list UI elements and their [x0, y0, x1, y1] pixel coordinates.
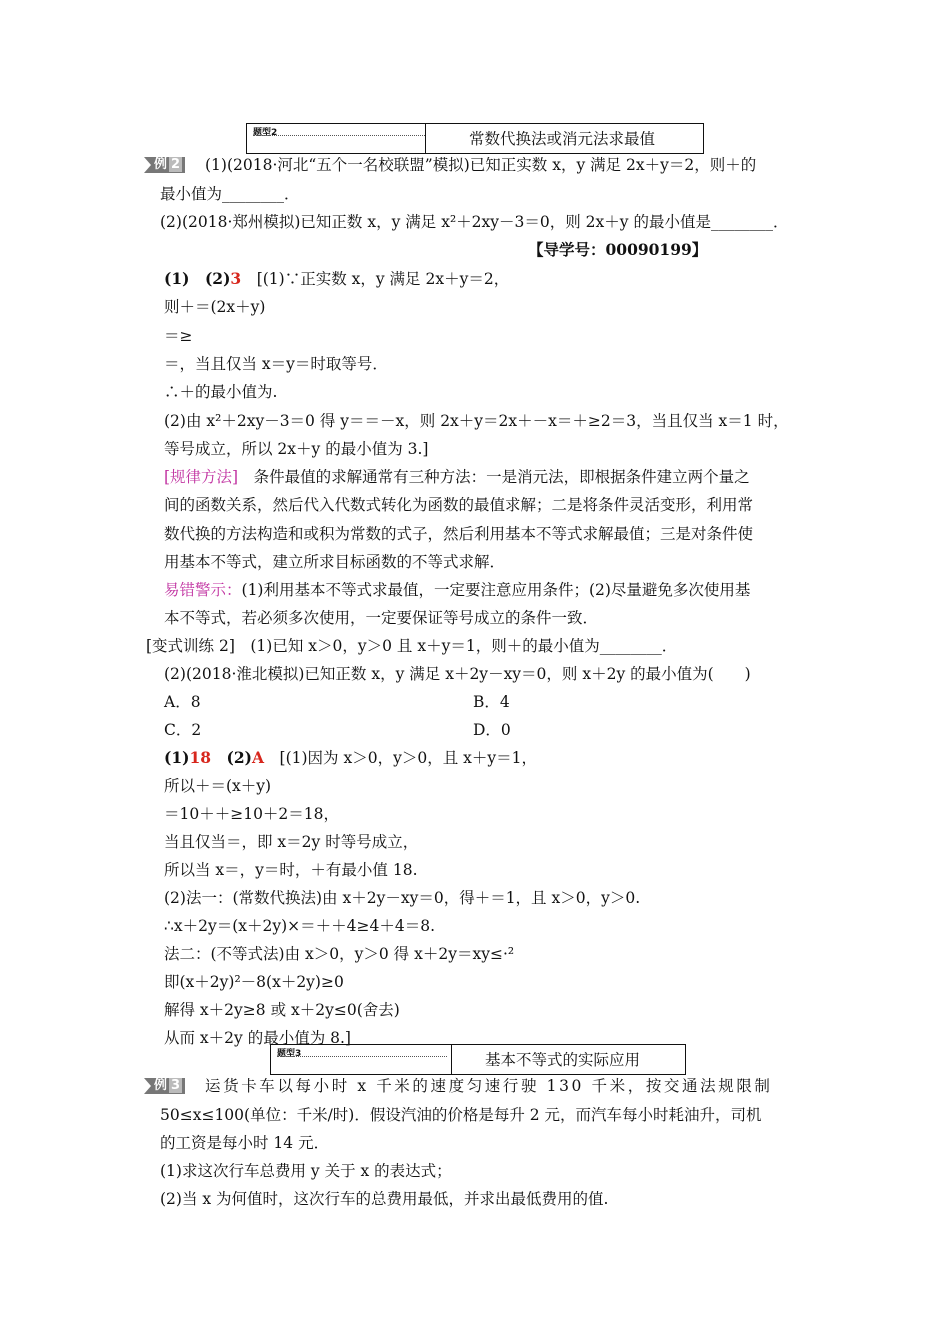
- ex2-solution-6: 等号成立，所以 2x＋y 的最小值为 3.]: [164, 440, 429, 458]
- option-a: A．8: [164, 693, 201, 711]
- ex2-solution-5: (2)由 x²＋2xy－3＝0 得 y＝＝－x，则 2x＋y＝2x＋－x＝＋≥2＝3，当且仅当 x＝1 时，: [164, 412, 789, 430]
- answer-1-value: 18: [189, 748, 212, 767]
- rule-line-3: 数代换的方法构造和或积为常数的式子，然后利用基本不等式求解最值；三是对条件使: [164, 525, 754, 543]
- warn-label: 易错警示：: [164, 581, 242, 599]
- ex3-line-1: 运货卡车以每小时 x 千米的速度匀速行驶 130 千米，按交通法规限制: [205, 1077, 773, 1095]
- example-badge: [144, 1078, 185, 1094]
- dotted-rule: [277, 1056, 447, 1057]
- example-label: 例: [154, 1078, 168, 1093]
- ex3-line-5: (2)当 x 为何值时，这次行车的总费用最低，并求出最低费用的值.: [160, 1190, 609, 1208]
- ex2-line-2: 最小值为________．: [160, 185, 300, 203]
- example-label: 例: [154, 157, 168, 172]
- drill-line-1: [变式训练 2] (1)已知 x＞0，y＞0 且 x＋y＝1，则＋的最小值为________．: [146, 637, 678, 655]
- drill-solution-9: 解得 x＋2y≥8 或 x＋2y≤0(舍去): [164, 1001, 400, 1019]
- ex2-answer-line: [164, 269, 509, 289]
- ex3-line-3: 的工资是每小时 14 元．: [160, 1134, 330, 1152]
- ex3-line-2: 50≤x≤100(单位：千米/时)．假设汽油的价格是每升 2 元，而汽车每小时耗油升，司机: [160, 1106, 762, 1124]
- rule-text: 条件最值的求解通常有三种方法：一是消元法，即根据条件建立两个量之: [238, 468, 750, 486]
- option-c: C．2: [164, 721, 202, 739]
- rule-line-4: 用基本不等式，建立所求目标函数的不等式求解．: [164, 553, 506, 571]
- drill-line-2: (2)(2018·淮北模拟)已知正数 x，y 满足 x＋2y－xy＝0，则 x＋2y 的最小值为( ): [164, 665, 751, 683]
- answer-2-label: (2): [226, 748, 252, 767]
- rule-line-2: 间的函数关系，然后代入代数式转化为函数的最值求解；二是将条件灵活变形，利用常: [164, 496, 754, 514]
- section-title: 基本不等式的实际应用: [485, 1051, 641, 1069]
- example-number: 3: [171, 1078, 181, 1093]
- section-header-2: [246, 123, 704, 154]
- ex3-line-4: (1)求这次行车总费用 y 关于 x 的表达式；: [160, 1162, 452, 1180]
- drill-solution-10: 从而 x＋2y 的最小值为 8.]: [164, 1029, 351, 1047]
- option-b: B．4: [473, 693, 510, 711]
- guide-number: 【导学号：00090199】: [528, 240, 708, 259]
- divider: [451, 1045, 452, 1074]
- example-number: 2: [171, 157, 181, 172]
- dotted-rule: [253, 135, 425, 136]
- drill-solution-6: ∴x＋2y＝(x＋2y)×＝＋＋4≥4＋4＝8.: [164, 917, 436, 935]
- example-badge: [144, 157, 185, 173]
- warn-line-1: [164, 580, 750, 600]
- ex2-solution-4: ∴＋的最小值为.: [164, 383, 278, 401]
- ex2-line-3: (2)(2018·郑州模拟)已知正数 x，y 满足 x²＋2xy－3＝0，则 2x＋y 的最小值是________．: [160, 213, 789, 231]
- ex2-solution-1: 则＋＝(2x＋y): [164, 298, 266, 316]
- ex2-line-1: (1)(2018·河北“五个一名校联盟”模拟)已知正实数 x，y 满足 2x＋y＝2，则＋的: [205, 156, 757, 174]
- warn-line-2: 本不等式，若必须多次使用，一定要保证等号成立的条件一致．: [164, 609, 599, 627]
- section-title: 常数代换法或消元法求最值: [469, 130, 656, 148]
- drill-solution-4: 所以当 x＝，y＝时，＋有最小值 18.: [164, 861, 418, 879]
- answer-text: [(1)∵正实数 x，y 满足 2x＋y＝2，: [241, 270, 510, 288]
- answer-2-value: A: [252, 748, 265, 767]
- warn-text: (1)利用基本不等式求最值，一定要注意应用条件；(2)尽量避免多次使用基: [241, 581, 751, 599]
- option-d: D．0: [473, 721, 511, 739]
- drill-solution-5: (2)法一：(常数代换法)由 x＋2y－xy＝0，得＋＝1，且 x＞0，y＞0.: [164, 889, 641, 907]
- divider: [425, 124, 426, 153]
- ex2-solution-3: ＝，当且仅当 x＝y＝时取等号．: [164, 355, 388, 373]
- section-header-3: [270, 1044, 686, 1075]
- answer-1-label: (1): [164, 748, 190, 767]
- section-tag: 题型2: [253, 128, 278, 138]
- answer-text: [(1)因为 x＞0，y＞0，且 x＋y＝1，: [279, 749, 537, 767]
- rule-line-1: [164, 467, 750, 487]
- rule-label: [规律方法]: [164, 468, 239, 486]
- answer-value: 3: [230, 269, 242, 288]
- drill-solution-3: 当且仅当＝，即 x＝2y 时等号成立，: [164, 833, 419, 851]
- ex2-solution-2: ＝≥: [164, 327, 193, 345]
- drill-solution-2: ＝10＋＋≥10＋2＝18，: [164, 805, 340, 823]
- drill-solution-7: 法二：(不等式法)由 x＞0，y＞0 得 x＋2y＝xy≤·²: [164, 945, 515, 963]
- drill-solution-1: 所以＋＝(x＋y): [164, 777, 272, 795]
- drill-answer-line: [164, 748, 537, 768]
- drill-solution-8: 即(x＋2y)²－8(x＋2y)≥0: [164, 973, 344, 991]
- section-tag: 题型3: [277, 1049, 302, 1059]
- answer-prefix: (1) (2): [164, 269, 231, 288]
